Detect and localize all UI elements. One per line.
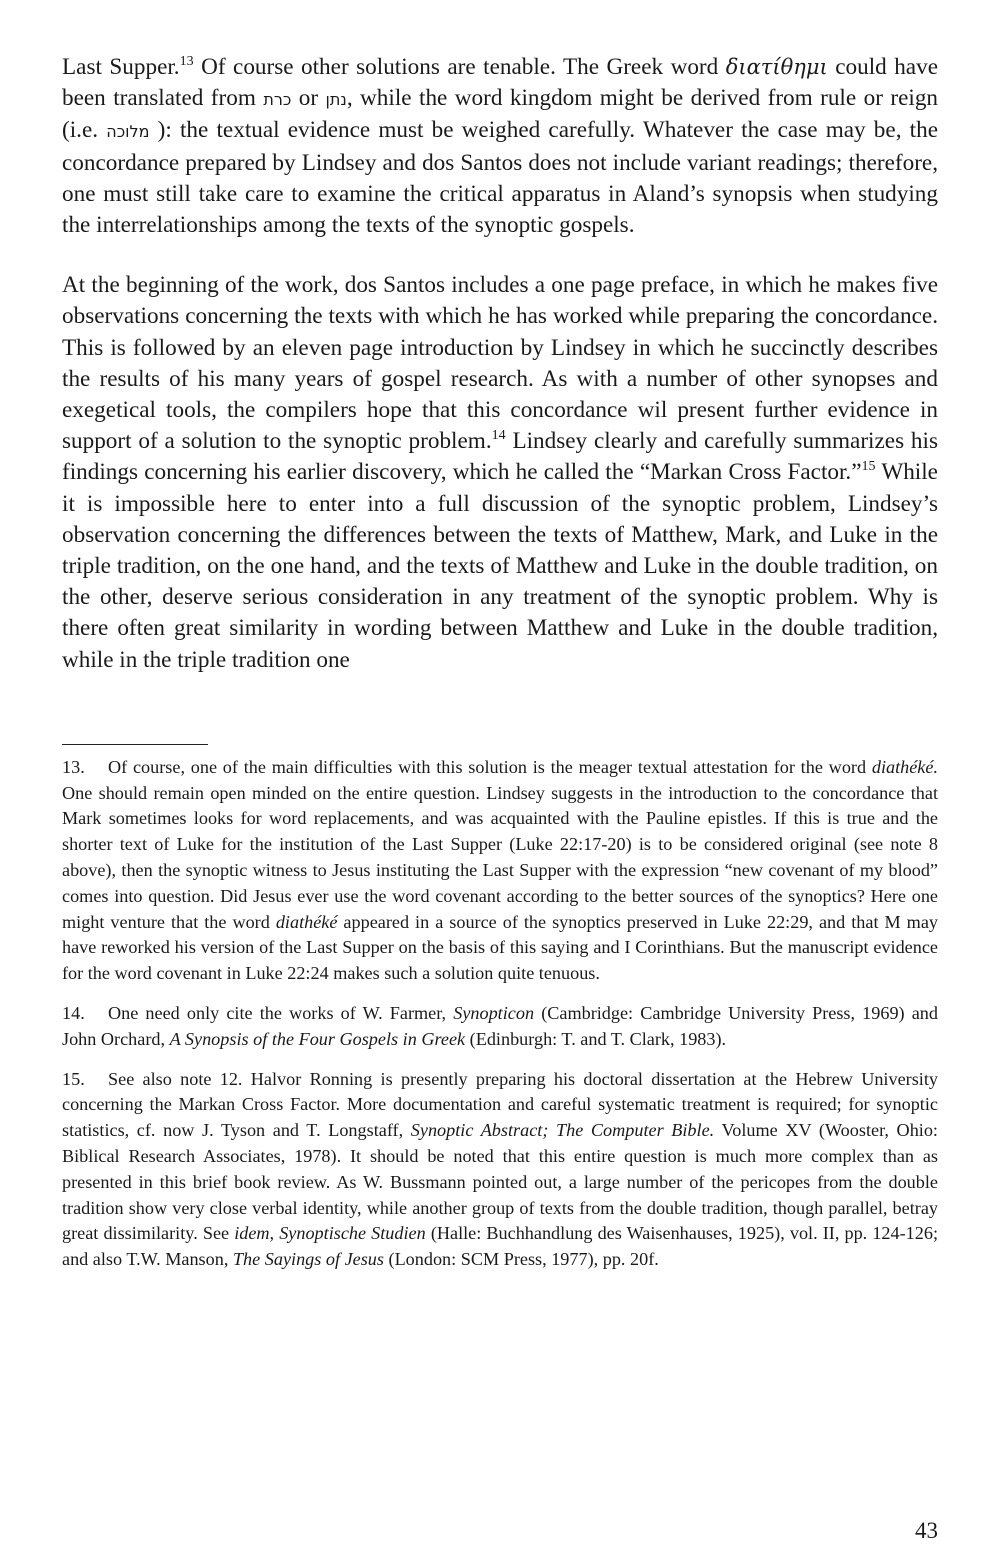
text-run: (Halle: Buchhandlung des Waisenhauses, 1925), vol. II, pp. 124-126; and also T.W. Manson, (62, 1223, 938, 1270)
italic-title: Synoptic Abstract; The Computer Bible. (410, 1120, 715, 1141)
page-number: 43 (915, 1518, 938, 1543)
footnote-ref-14[interactable]: 14 (491, 428, 506, 444)
text-run: ): the textual evidence must be weighed carefully. Whatever the case may be, the concordance prepared by Lindsey and dos Santos does not include variant readings; therefore, one must still take care to examine the critical apparatus in Aland’s synopsis when studying the interrelationships among the texts of the synoptic gospels. (62, 117, 938, 239)
text-run: See also note 12. Halvor Ronning is presently preparing his doctoral dissertation at the Hebrew University concerning the Markan Cross Factor. More documentation and careful systematic treatment is required; for synoptic statistics, cf. now J. Tyson and T. Longstaff, (62, 1068, 938, 1141)
footnote-number: 15. (62, 1068, 85, 1089)
text-run: , while the word kingdom might be derived from rule or reign (i.e. (62, 85, 939, 144)
footnote-ref-13[interactable]: 13 (179, 54, 194, 69)
page-content (62, 52, 938, 1273)
text-run: could have been translated from (62, 54, 938, 112)
footnote-number: 13. (62, 756, 85, 777)
italic-term: diathéké. (871, 756, 938, 777)
italic-title: Synopticon (453, 1003, 535, 1024)
italic-title: The Sayings of Jesus (232, 1249, 384, 1270)
text-run: Lindsey clearly and carefully summarizes his findings concerning his earlier discovery, which he called the “Markan Cross Factor.” (62, 428, 938, 486)
text-run: Volume XV (Wooster, Ohio: Biblical Research Associates, 1978). It should be noted that this entire question is much more complex than as presented in this brief book review. As W. Bussmann pointed out, a large number of the pericopes from the double tradition show very close verbal identity, while another group of texts from the double tradition, though parallel, betray great dissimilarity. See (62, 1120, 938, 1244)
text-run: While it is impossible here to enter into a full discussion of the synoptic problem, Lindsey’s observation concerning the differences between the texts of Matthew, Mark, and Luke in the triple tradition, on the one hand, and the texts of Matthew and Luke in the double tradition, on the other, deserve serious consideration in any treatment of the synoptic problem. Why is there often great similarity in wording between Matthew and Luke in the double tradition, while in the triple tradition one (62, 459, 938, 673)
body-paragraph-1 (62, 52, 938, 241)
text-run: Of course other solutions are tenable. The Greek word (193, 54, 726, 80)
italic-term: diathéké (275, 911, 338, 932)
text-run: One should remain open minded on the entire question. Lindsey suggests in the introduction to the concordance that Mark sometimes looks for word replacements, and was acquainted with the Pauline epistles. If this is true and the shorter text of Luke for the institution of the Last Supper (Luke 22:17-20) is to be considered original (see note 8 above), then the synoptic witness to Jesus instituting the Last Supper with the expression “new covenant of my blood” comes into question. Did Jesus ever use the word covenant according to the better sources of the synoptics? Here one might venture that the word (62, 782, 938, 932)
text-run: (Cambridge: Cambridge University Press, 1969) and John Orchard, (62, 1003, 938, 1049)
footnote-ref-15[interactable]: 15 (861, 459, 876, 475)
italic-title: idem, Synoptische Studien (234, 1223, 426, 1244)
footnote-divider (62, 744, 208, 745)
footnote-15 (62, 1067, 938, 1273)
text-run: At the beginning of the work, dos Santos includes a one page preface, in which he makes five observations concerning the texts with which he has worked while preparing the concordance. This is followed by an eleven page introduction by Lindsey in which he succinctly describes the results of his many years of gospel research. As with a number of other synopses and exegetical tools, the compilers hope that this concordance wil present further evidence in support of a solution to the synoptic problem. (62, 272, 938, 455)
text-run: Last Supper. (62, 54, 180, 80)
text-run: appeared in a source of the synoptics preserved in Luke 22:29, and that M (337, 911, 901, 932)
footnote-number: 14. (62, 1003, 85, 1024)
hebrew-word: מלוכה (106, 122, 150, 142)
hebrew-word: נתן (325, 90, 347, 110)
text-run: One need only cite the works of W. Farmer, (108, 1003, 454, 1024)
text-run: may have reworked his version of the Last Supper on the basis of this saying and I Corinthians. But the manuscript evidence for the word covenant in Luke 22:24 makes such a solution quite tenuous. (62, 911, 938, 984)
body-paragraph-2 (62, 270, 938, 676)
italic-title: A Synopsis of the Four Gospels in Greek (169, 1028, 466, 1049)
greek-word: διατίθημι (725, 55, 828, 79)
footnote-14 (62, 1001, 938, 1053)
hebrew-word: כרת (263, 90, 292, 110)
text-run: (Edinburgh: T. and T. Clark, 1983). (465, 1028, 727, 1049)
text-run: (London: SCM Press, 1977), pp. 20f. (383, 1249, 659, 1270)
text-run: or (291, 85, 326, 112)
footnote-13 (62, 755, 938, 987)
text-run: Of course, one of the main difficulties with this solution is the meager textual attestation for the word (108, 756, 872, 777)
